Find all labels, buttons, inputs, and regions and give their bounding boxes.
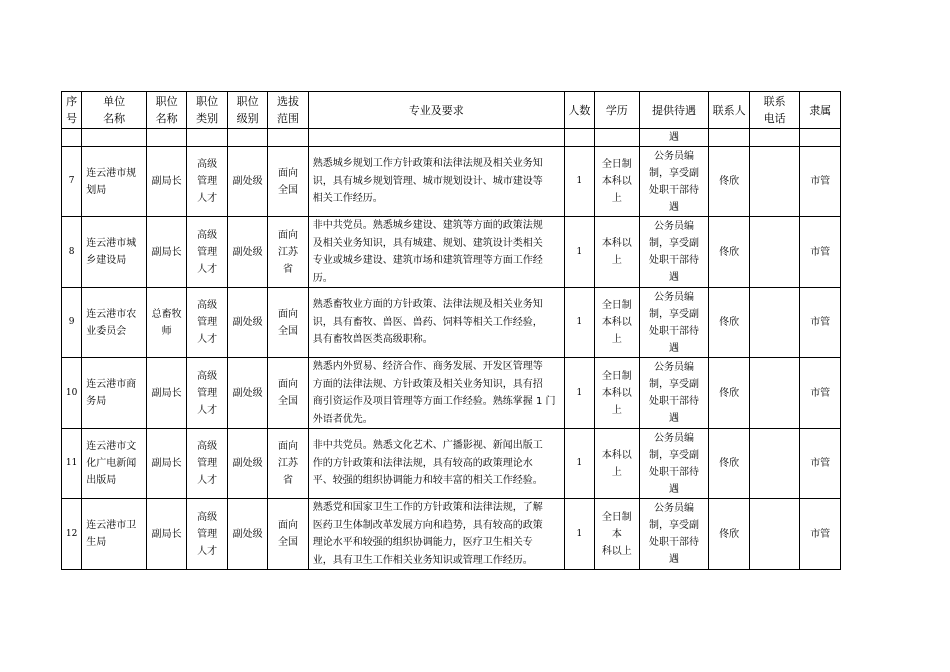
cell-count: 1 — [564, 499, 594, 570]
cell-unit: 连云港市规 划局 — [82, 147, 147, 217]
cell-post: 副局长 — [146, 358, 186, 429]
cell-affiliation: 市管 — [800, 288, 841, 358]
cell-phone — [749, 147, 800, 217]
header-contact: 联系人 — [709, 92, 749, 129]
header-category: 职位 类别 — [187, 92, 227, 129]
header-scope: 选拔 范围 — [268, 92, 308, 129]
cell-unit: 连云港市卫 生局 — [82, 499, 147, 570]
cell-requirements: 熟悉城乡规划工作方针政策和法律法规及相关业务知 识，具有城乡规划管理、城市规划设计、城市建设等 相关工作经历。 — [308, 147, 564, 217]
cell-unit: 连云港市文 化广电新闻 出版局 — [82, 429, 147, 499]
cell-count: 1 — [564, 217, 594, 288]
header-level: 职位 级别 — [227, 92, 267, 129]
cell-category: 高级 管理 人才 — [187, 288, 227, 358]
cell-phone — [749, 499, 800, 570]
cell-category: 高级 管理 人才 — [187, 499, 227, 570]
header-unit: 单位 名称 — [82, 92, 147, 129]
cell-phone — [749, 358, 800, 429]
cell-count: 1 — [564, 288, 594, 358]
header-phone: 联系 电话 — [749, 92, 800, 129]
header-count: 人数 — [564, 92, 594, 129]
cell-contact: 佟欣 — [709, 499, 749, 570]
cell-affiliation: 市管 — [800, 499, 841, 570]
cell-affiliation: 市管 — [800, 217, 841, 288]
cell-education: 全日制 本科以上 — [595, 358, 640, 429]
cell-affiliation: 市管 — [800, 147, 841, 217]
cell-affiliation: 市管 — [800, 429, 841, 499]
cell-post: 副局长 — [146, 499, 186, 570]
cell-unit: 连云港市城 乡建设局 — [82, 217, 147, 288]
recruitment-table — [61, 91, 841, 570]
table-row — [62, 288, 841, 358]
cell-count: 1 — [564, 358, 594, 429]
cell-treatment: 公务员编 制，享受副 处职干部待 遇 — [639, 147, 709, 217]
cell-post: 总畜牧 师 — [146, 288, 186, 358]
cell-affiliation: 市管 — [800, 358, 841, 429]
cell-category: 高级 管理 人才 — [187, 147, 227, 217]
cell-treatment: 公务员编 制，享受副 处职干部待 遇 — [639, 217, 709, 288]
cell-unit: 连云港市农 业委员会 — [82, 288, 147, 358]
table-row — [62, 358, 841, 429]
cell-seq: 9 — [62, 288, 82, 358]
cell-education: 全日制本 科以上 — [595, 499, 640, 570]
cell-phone — [749, 288, 800, 358]
cell-education: 本科以上 — [595, 217, 640, 288]
cell-post: 副局长 — [146, 147, 186, 217]
cell-phone — [749, 429, 800, 499]
cell-requirements: 非中共党员。熟悉城乡建设、建筑等方面的政策法规 及相关业务知识，具有城建、规划、建筑设计类相关 专业或城乡建设、建筑市场和建筑管理等方面工作经 历。 — [308, 217, 564, 288]
cell-level: 副处级 — [227, 358, 267, 429]
cell-category: 高级 管理 人才 — [187, 429, 227, 499]
cell-contact: 佟欣 — [709, 288, 749, 358]
cell-treatment: 公务员编 制，享受副 处职干部待 遇 — [639, 429, 709, 499]
cell-education: 本科以上 — [595, 429, 640, 499]
cell-count: 1 — [564, 147, 594, 217]
continuation-row — [62, 129, 841, 147]
header-seq: 序 号 — [62, 92, 82, 129]
cell-contact: 佟欣 — [709, 147, 749, 217]
cell-post: 副局长 — [146, 217, 186, 288]
cell-level: 副处级 — [227, 499, 267, 570]
cell-requirements: 熟悉畜牧业方面的方针政策、法律法规及相关业务知 识，具有畜牧、兽医、兽药、饲料等相关工作经验， 具有畜牧兽医类高级职称。 — [308, 288, 564, 358]
cell-education: 全日制 本科以上 — [595, 147, 640, 217]
cell-unit: 连云港市商 务局 — [82, 358, 147, 429]
cell-category: 高级 管理 人才 — [187, 358, 227, 429]
cell-seq: 12 — [62, 499, 82, 570]
cell-post: 副局长 — [146, 429, 186, 499]
cell-category: 高级 管理 人才 — [187, 217, 227, 288]
cell-scope: 面向 江苏 省 — [268, 429, 308, 499]
cell-scope: 面向 全国 — [268, 147, 308, 217]
cell-seq: 7 — [62, 147, 82, 217]
cell-phone — [749, 217, 800, 288]
cell-level: 副处级 — [227, 288, 267, 358]
cell-treatment: 公务员编 制，享受副 处职干部待 遇 — [639, 358, 709, 429]
header-post: 职位 名称 — [146, 92, 186, 129]
cell-seq: 10 — [62, 358, 82, 429]
cell-scope: 面向 江苏 省 — [268, 217, 308, 288]
table-row — [62, 429, 841, 499]
cell-count: 1 — [564, 429, 594, 499]
continuation-treatment: 遇 — [639, 129, 709, 147]
cell-scope: 面向 全国 — [268, 499, 308, 570]
cell-seq: 11 — [62, 429, 82, 499]
cell-treatment: 公务员编 制，享受副 处职干部待 遇 — [639, 288, 709, 358]
header-requirements: 专业及要求 — [308, 92, 564, 129]
cell-level: 副处级 — [227, 217, 267, 288]
cell-contact: 佟欣 — [709, 217, 749, 288]
cell-level: 副处级 — [227, 147, 267, 217]
cell-requirements: 熟悉党和国家卫生工作的方针政策和法律法规，了解 医药卫生体制改革发展方向和趋势，具有较高的政策 理论水平和较强的组织协调能力，医疗卫生相关专 业，具有卫生工作相关业务知识或管理工作经历。 — [308, 499, 564, 570]
header-education: 学历 — [595, 92, 640, 129]
table-row — [62, 499, 841, 570]
table-row — [62, 147, 841, 217]
cell-scope: 面向 全国 — [268, 358, 308, 429]
cell-seq: 8 — [62, 217, 82, 288]
cell-contact: 佟欣 — [709, 429, 749, 499]
cell-requirements: 非中共党员。熟悉文化艺术、广播影视、新闻出版工 作的方针政策和法律法规，具有较高的政策理论水 平、较强的组织协调能力和较丰富的相关工作经验。 — [308, 429, 564, 499]
cell-treatment: 公务员编 制，享受副 处职干部待 遇 — [639, 499, 709, 570]
cell-level: 副处级 — [227, 429, 267, 499]
cell-contact: 佟欣 — [709, 358, 749, 429]
cell-scope: 面向 全国 — [268, 288, 308, 358]
header-treatment: 提供待遇 — [639, 92, 709, 129]
cell-requirements: 熟悉内外贸易、经济合作、商务发展、开发区管理等 方面的法律法规、方针政策及相关业务知识，具有招 商引资运作及项目管理等方面工作经验。熟练掌握 1 门 外语者优先。 — [308, 358, 564, 429]
table-row — [62, 217, 841, 288]
header-affiliation: 隶属 — [800, 92, 841, 129]
header-row — [62, 92, 841, 129]
cell-education: 全日制 本科以上 — [595, 288, 640, 358]
